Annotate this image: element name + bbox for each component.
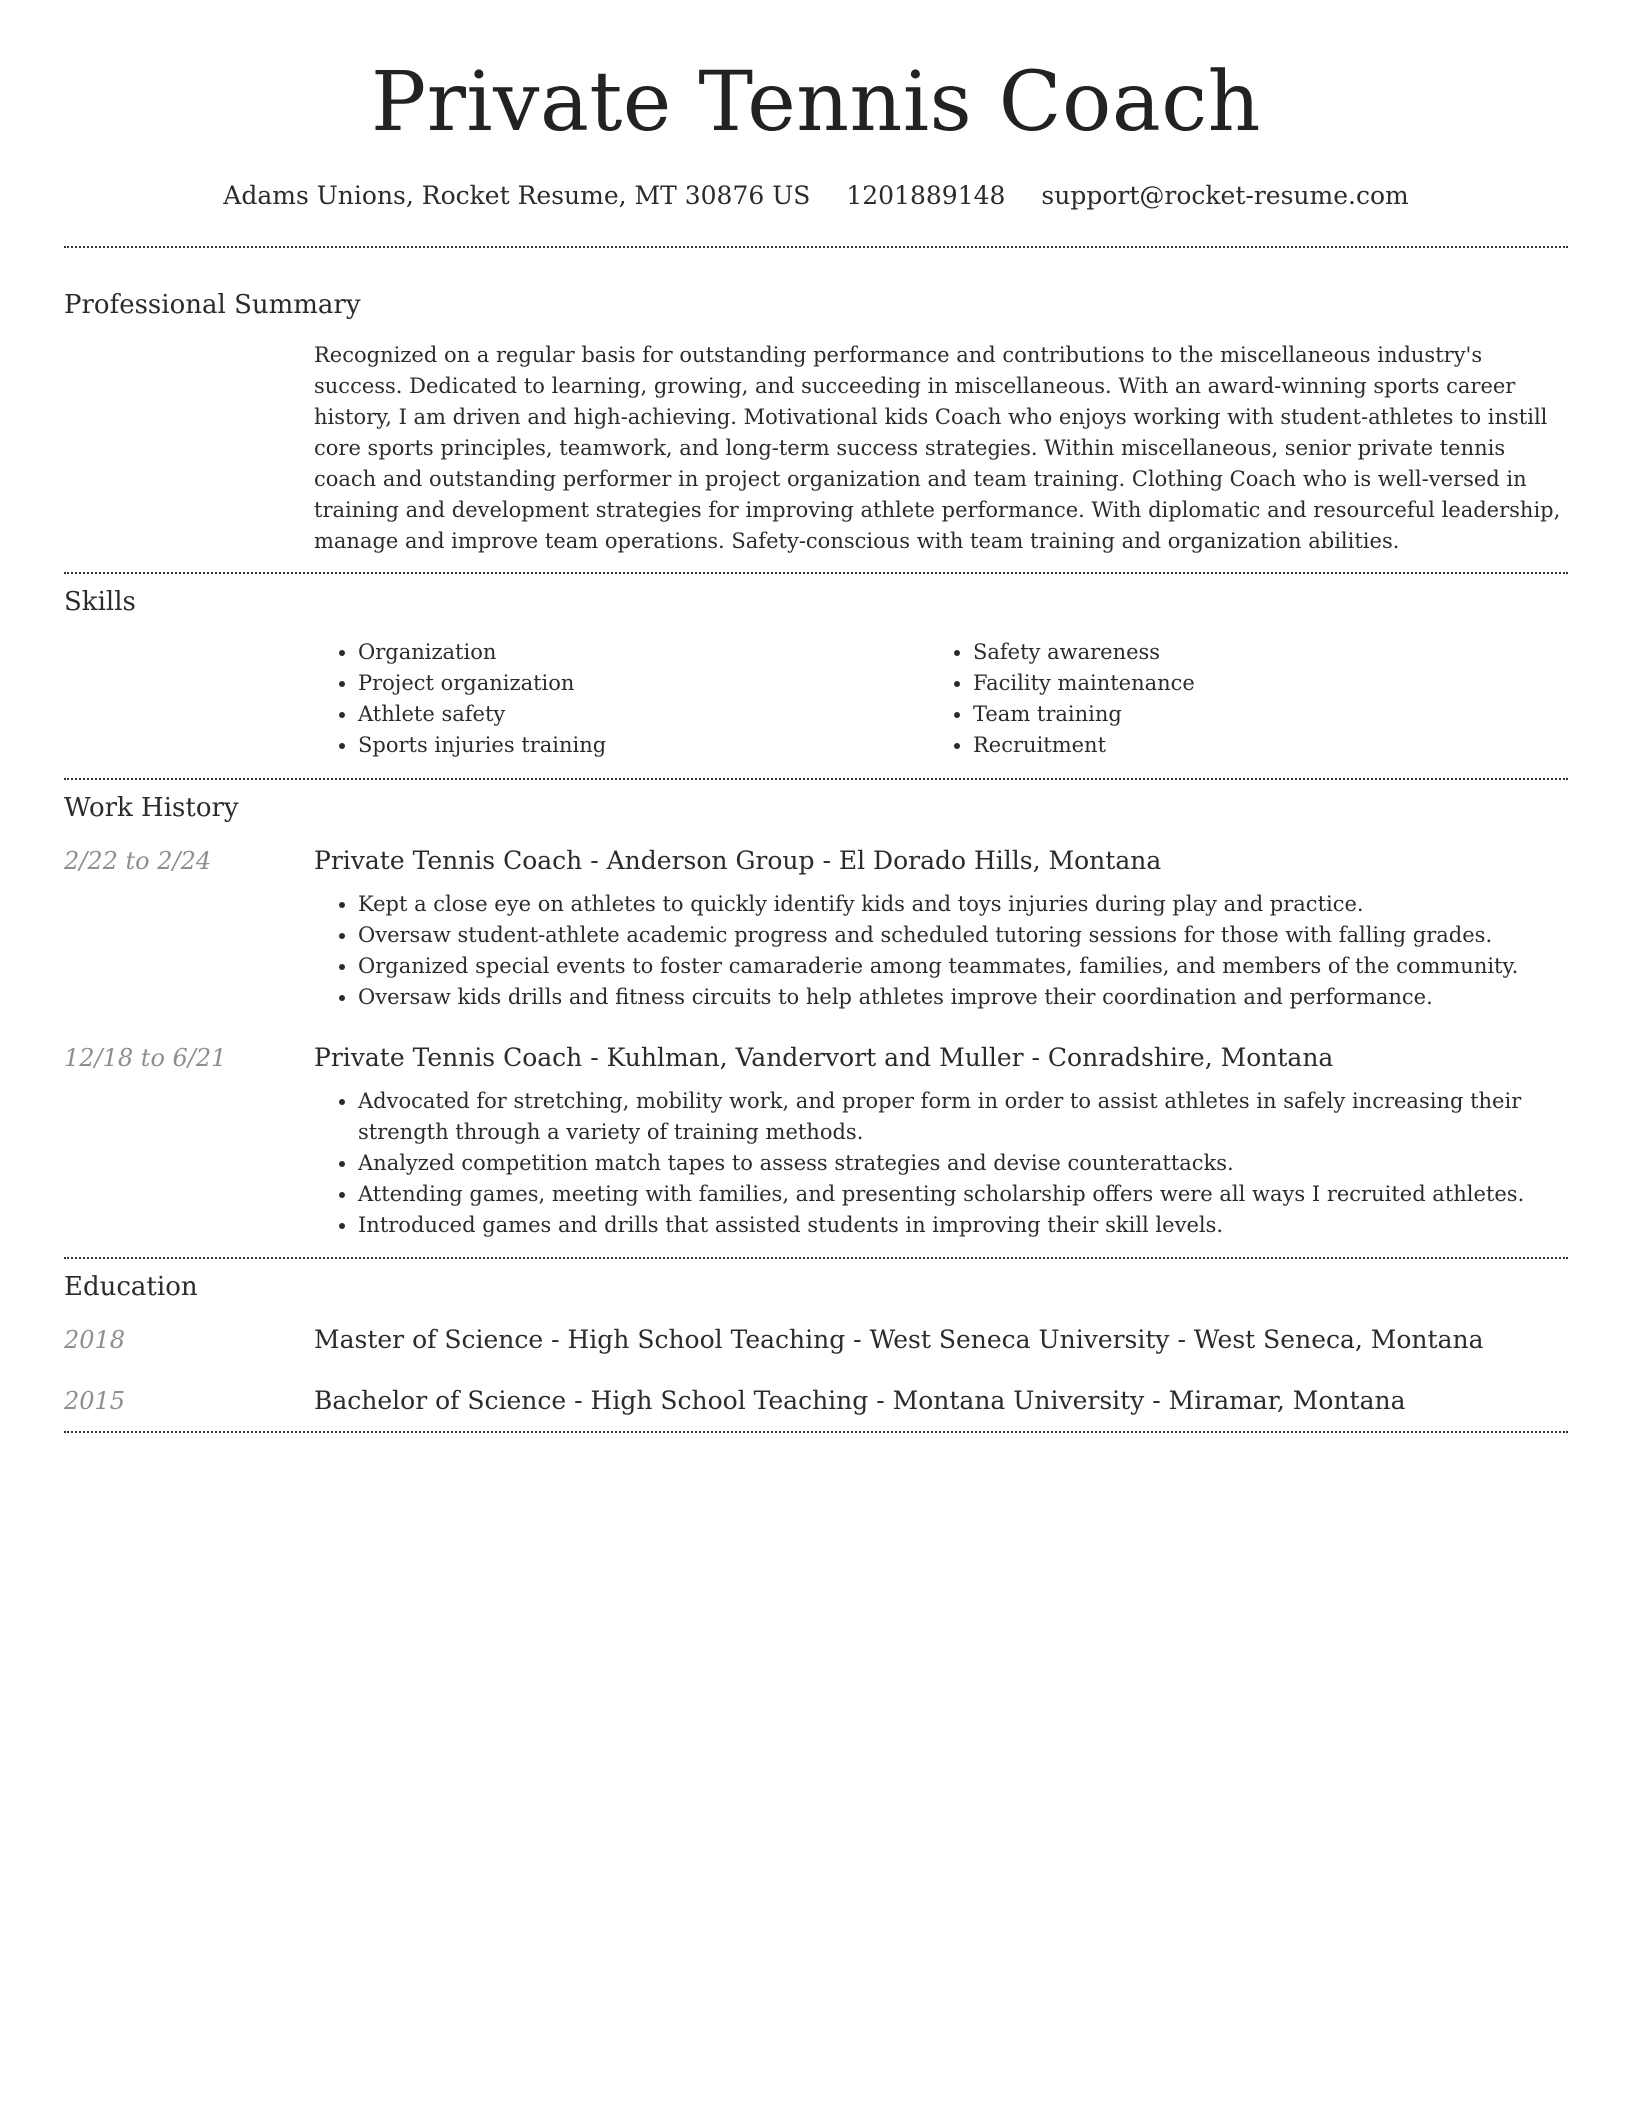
job-heading: Private Tennis Coach - Kuhlman, Vandervort and Muller - Conradshire, Montana [314, 1043, 1334, 1072]
work-title: Work History [64, 793, 239, 823]
job-dates: 2/22 to 2/24 [64, 847, 212, 875]
education-title: Education [64, 1272, 198, 1302]
education-year: 2018 [64, 1326, 126, 1354]
work-section [64, 780, 1568, 1241]
skills-title: Skills [64, 587, 136, 617]
job-bullet: • Organized special events to foster camaraderie among teammates, families, and members of the community. [358, 951, 1568, 982]
job-bullet: • Analyzed competition match tapes to assess strategies and devise counterattacks. [358, 1148, 1568, 1179]
skills-column-left [314, 637, 929, 761]
skill-item: • Facility maintenance [973, 668, 1544, 699]
skill-item: • Organization [358, 637, 929, 668]
resume-name: Private Tennis Coach [371, 55, 1261, 150]
summary-section [64, 248, 1568, 557]
skill-item: • Safety awareness [973, 637, 1544, 668]
education-entry [64, 1386, 1568, 1415]
skills-section [64, 574, 1568, 761]
skill-item: • Sports injuries training [358, 730, 929, 761]
job-bullet: • Kept a close eye on athletes to quickly identify kids and toys injuries during play and practice. [358, 889, 1568, 920]
contact-phone: 1201889148 [846, 181, 1006, 210]
job-bullet: • Attending games, meeting with families, and presenting scholarship offers were all ways I recruited athletes. [358, 1179, 1568, 1210]
skills-column-right [929, 637, 1544, 761]
job-entry [64, 1043, 1568, 1241]
contact-address: Adams Unions, Rocket Resume, MT 30876 US [223, 181, 811, 210]
skill-item: • Team training [973, 699, 1544, 730]
job-bullet: • Advocated for stretching, mobility work, and proper form in order to assist athletes in safely increasing their strength through a variety of training methods. [358, 1086, 1568, 1148]
skill-item: • Recruitment [973, 730, 1544, 761]
skill-item: • Project organization [358, 668, 929, 699]
summary-title: Professional Summary [64, 290, 361, 320]
job-heading: Private Tennis Coach - Anderson Group - El Dorado Hills, Montana [314, 846, 1162, 875]
job-bullet: • Oversaw student-athlete academic progress and scheduled tutoring sessions for those with falling grades. [358, 920, 1568, 951]
contact-email: support@rocket-resume.com [1041, 181, 1409, 210]
job-bullet: • Introduced games and drills that assisted students in improving their skill levels. [358, 1210, 1568, 1241]
job-entry [64, 846, 1568, 1013]
education-heading: Master of Science - High School Teaching - West Seneca University - West Seneca, Montana [314, 1325, 1484, 1354]
contact-line [64, 178, 1568, 214]
divider [64, 1431, 1568, 1433]
job-dates: 12/18 to 6/21 [64, 1044, 227, 1072]
job-bullet: • Oversaw kids drills and fitness circuits to help athletes improve their coordination and performance. [358, 982, 1568, 1013]
education-section [64, 1259, 1568, 1415]
education-year: 2015 [64, 1387, 126, 1415]
summary-text: Recognized on a regular basis for outstanding performance and contributions to the miscellaneous industry's success. Dedicated to learning, growing, and succeeding in miscellaneous. With an award-winning sports career history, I am driven and high-achieving. Motivational kids Coach who enjoys working with student-athletes to instill core sports principles, teamwork, and long-term success strategies. Within miscellaneous, senior private tennis coach and outstanding performer in project organization and team training. Clothing Coach who is well-versed in training and development strategies for improving athlete performance. With diplomatic and resourceful leadership, manage and improve team operations. Safety-conscious with team training and organization abilities. [314, 343, 1561, 553]
education-heading: Bachelor of Science - High School Teaching - Montana University - Miramar, Montana [314, 1386, 1406, 1415]
skill-item: • Athlete safety [358, 699, 929, 730]
education-entry [64, 1325, 1568, 1354]
